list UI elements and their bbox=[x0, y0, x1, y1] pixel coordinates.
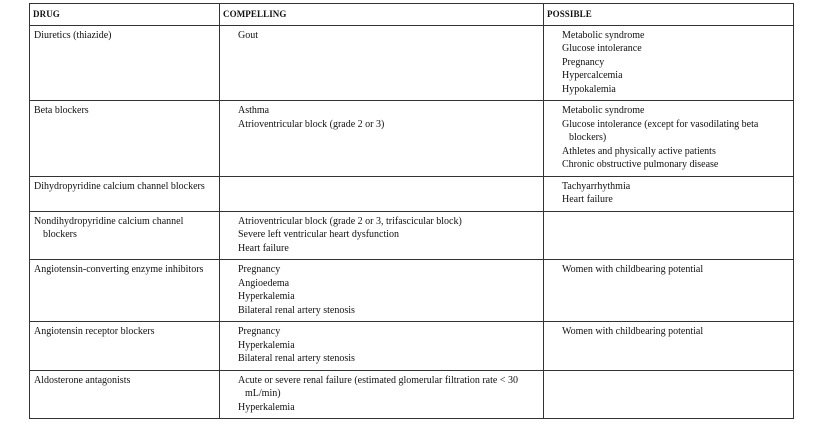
compelling-item: Atrioventricular block (grade 2 or 3, trifascicular block) bbox=[238, 215, 462, 227]
table-row bbox=[30, 322, 794, 371]
possible-cell bbox=[544, 260, 794, 322]
possible-item: Hypokalemia bbox=[562, 83, 616, 95]
table-body bbox=[30, 25, 794, 419]
drug-name: Dihydropyridine calcium channel blockers bbox=[34, 180, 205, 192]
compelling-cell bbox=[220, 101, 544, 177]
possible-list bbox=[548, 325, 789, 339]
drug-name: Angiotensin-converting enzyme inhibitors bbox=[34, 264, 204, 275]
compelling-item: Bilateral renal artery stenosis bbox=[238, 304, 355, 316]
compelling-item: Gout bbox=[238, 29, 258, 41]
possible-item: Women with childbearing potential bbox=[562, 326, 704, 337]
possible-item: Glucose intolerance (except for vasodilating beta blockers) bbox=[562, 118, 759, 143]
possible-item: Pregnancy bbox=[562, 56, 605, 68]
compelling-cell bbox=[220, 322, 544, 371]
drug-cell bbox=[30, 176, 220, 211]
possible-list bbox=[548, 29, 789, 97]
possible-item: Metabolic syndrome bbox=[562, 105, 645, 116]
possible-cell bbox=[544, 322, 794, 371]
drug-name: Diuretics (thiazide) bbox=[34, 29, 112, 41]
compelling-item: Pregnancy bbox=[238, 264, 281, 275]
table-row bbox=[30, 260, 794, 322]
possible-list bbox=[548, 104, 789, 172]
contraindications-table bbox=[29, 3, 794, 419]
compelling-list bbox=[224, 29, 539, 43]
table-row bbox=[30, 101, 794, 177]
header-drug: DRUG bbox=[30, 4, 220, 26]
possible-item: Glucose intolerance bbox=[562, 43, 642, 54]
drug-name: Angiotensin receptor blockers bbox=[34, 326, 155, 337]
compelling-item: Hyperkalemia bbox=[238, 401, 295, 413]
compelling-list bbox=[224, 215, 539, 256]
header-row bbox=[30, 4, 794, 26]
possible-item: Athletes and physically active patients bbox=[562, 145, 716, 157]
possible-cell bbox=[544, 25, 794, 101]
compelling-list bbox=[224, 104, 539, 131]
header-possible: POSSIBLE bbox=[544, 4, 794, 26]
compelling-cell bbox=[220, 25, 544, 101]
drug-cell bbox=[30, 101, 220, 177]
compelling-item: Pregnancy bbox=[238, 326, 281, 337]
compelling-item: Heart failure bbox=[238, 242, 289, 254]
possible-list bbox=[548, 180, 789, 207]
drug-name: Nondihydropyridine calcium channel blockers bbox=[34, 215, 184, 240]
compelling-list bbox=[224, 263, 539, 317]
possible-item: Metabolic syndrome bbox=[562, 29, 645, 41]
compelling-item: Bilateral renal artery stenosis bbox=[238, 353, 355, 364]
drug-cell bbox=[30, 260, 220, 322]
drug-cell bbox=[30, 322, 220, 371]
table-row bbox=[30, 370, 794, 419]
drug-name: Beta blockers bbox=[34, 105, 89, 116]
possible-list bbox=[548, 263, 789, 277]
possible-cell bbox=[544, 370, 794, 419]
compelling-list bbox=[224, 325, 539, 366]
possible-item: Heart failure bbox=[562, 194, 613, 205]
possible-item: Tachyarrhythmia bbox=[562, 180, 631, 192]
compelling-cell bbox=[220, 370, 544, 419]
possible-cell bbox=[544, 101, 794, 177]
drug-name: Aldosterone antagonists bbox=[34, 374, 131, 386]
compelling-cell bbox=[220, 211, 544, 260]
compelling-cell bbox=[220, 260, 544, 322]
possible-item: Hypercalcemia bbox=[562, 70, 623, 81]
table-row bbox=[30, 25, 794, 101]
compelling-item: Acute or severe renal failure (estimated glomerular filtration rate < 30 mL/min) bbox=[238, 374, 518, 399]
compelling-item: Atrioventricular block (grade 2 or 3) bbox=[238, 118, 385, 130]
compelling-item: Asthma bbox=[238, 105, 270, 116]
compelling-list bbox=[224, 374, 539, 415]
compelling-item: Hyperkalemia bbox=[238, 291, 295, 302]
compelling-cell bbox=[220, 176, 544, 211]
compelling-item: Severe left ventricular heart dysfunction bbox=[238, 229, 400, 240]
possible-cell bbox=[544, 176, 794, 211]
drug-cell bbox=[30, 211, 220, 260]
compelling-item: Hyperkalemia bbox=[238, 339, 295, 351]
compelling-item: Angioedema bbox=[238, 277, 290, 289]
header-compelling: COMPELLING bbox=[220, 4, 544, 26]
table-row bbox=[30, 176, 794, 211]
possible-item: Women with childbearing potential bbox=[562, 264, 704, 275]
table-row bbox=[30, 211, 794, 260]
drug-cell bbox=[30, 25, 220, 101]
drug-cell bbox=[30, 370, 220, 419]
possible-item: Chronic obstructive pulmonary disease bbox=[562, 159, 719, 170]
possible-cell bbox=[544, 211, 794, 260]
